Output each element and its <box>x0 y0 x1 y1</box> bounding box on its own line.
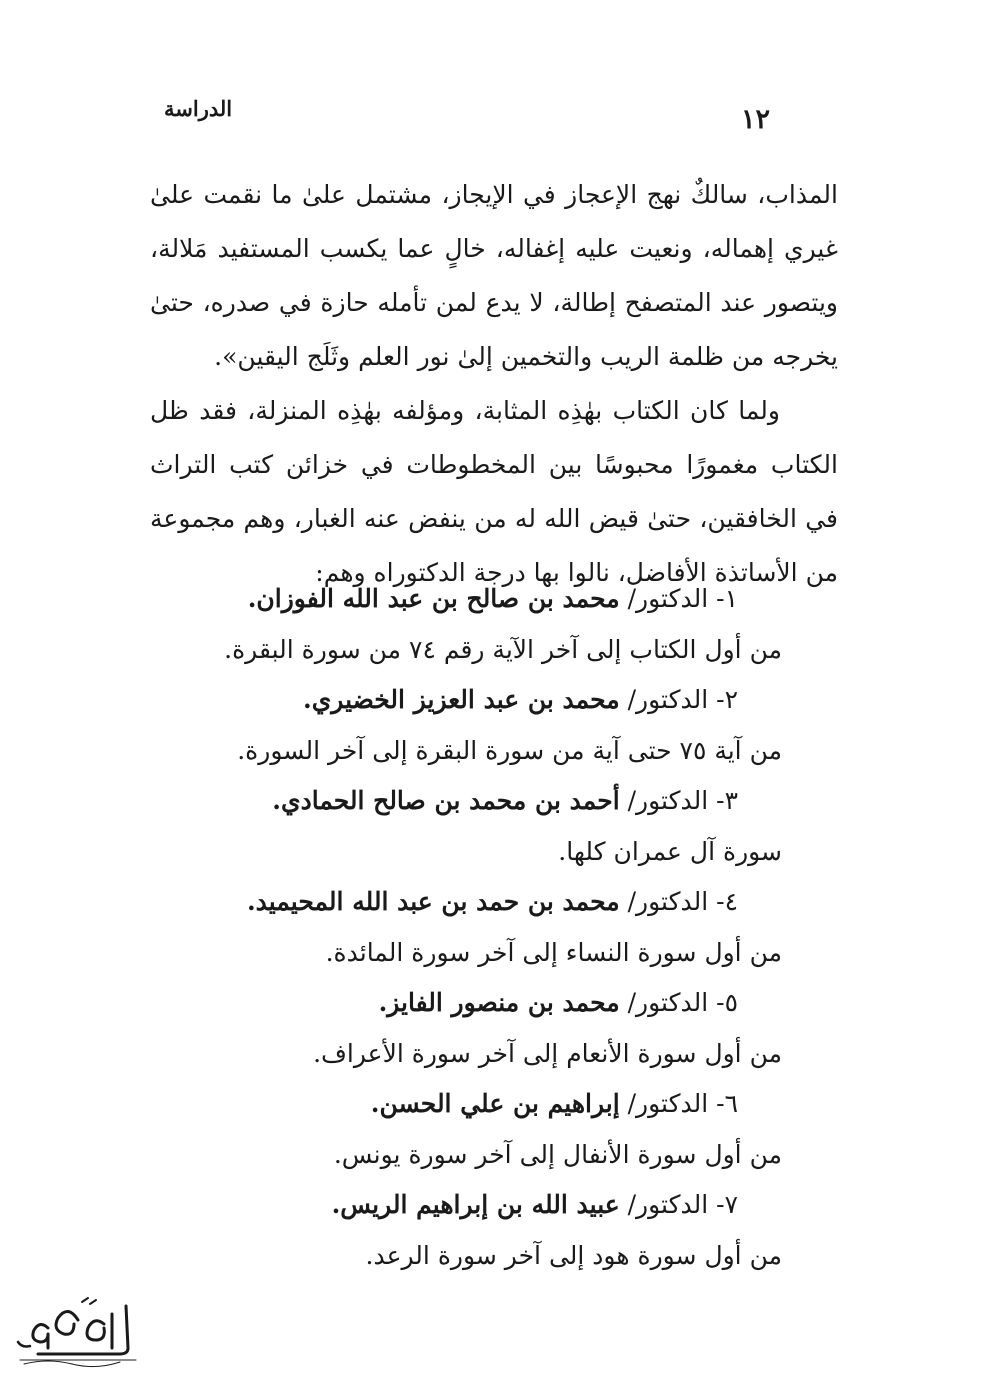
running-title: الدراسة <box>164 96 233 121</box>
list-item <box>150 1079 782 1180</box>
paragraph-continuation: المذاب، سالكٌ نهج الإعجاز في الإيجاز، مشتمل علىٰ ما نقمت علىٰ غيري إهماله، ونعيت عليه إغفاله، خالٍ عما يكسب المستفيد مَلالة، ويتصور عند المتصفح إطالة، لا يدع لمن تأمله حازة في صدره، حتىٰ يخرجه من ظلمة الريب والتخمين إلىٰ نور العلم وثَلَج اليقين». <box>150 180 838 371</box>
item-range: من آية ٧٥ حتى آية من سورة البقرة إلى آخر السورة. <box>237 736 782 765</box>
item-number: ٥- <box>716 988 738 1017</box>
paragraph: ولما كان الكتاب بهٰذِه المثابة، ومؤلفه بهٰذِه المنزلة، فقد ظل الكتاب مغمورًا محبوسًا بين المخطوطات في خزائن كتب التراث في الخافقين، حتىٰ قيض الله له من ينفض عنه الغبار، وهم مجموعة من الأساتذة الأفاضل، نالوا بها درجة الدكتوراه وهم: <box>150 396 838 587</box>
item-number: ٦- <box>716 1089 738 1118</box>
list-item <box>150 978 782 1079</box>
body-text <box>150 168 838 600</box>
item-name: إبراهيم بن علي الحسن. <box>370 1089 620 1118</box>
item-name: محمد بن حمد بن عبد الله المحيميد. <box>246 887 620 916</box>
list-item-heading <box>150 877 782 927</box>
item-title: الدكتور/ <box>627 988 709 1017</box>
page-number: ١٢ <box>740 104 770 135</box>
item-range: من أول سورة هود إلى آخر سورة الرعد. <box>365 1241 782 1270</box>
item-range: من أول الكتاب إلى آخر الآية رقم ٧٤ من سورة البقرة. <box>224 635 782 664</box>
list-item <box>150 877 782 978</box>
list-item-heading <box>150 978 782 1028</box>
item-title: الدكتور/ <box>627 786 709 815</box>
item-title: الدكتور/ <box>627 685 709 714</box>
item-number: ٧- <box>716 1190 738 1219</box>
list-item-heading <box>150 776 782 826</box>
item-name: محمد بن عبد العزيز الخضيري. <box>303 685 620 714</box>
item-range: سورة آل عمران كلها. <box>558 837 782 866</box>
list-item-heading <box>150 1180 782 1230</box>
item-number: ١- <box>716 584 738 613</box>
list-item-heading <box>150 1079 782 1129</box>
list-item <box>150 776 782 877</box>
item-title: الدكتور/ <box>627 1190 709 1219</box>
list-item <box>150 1180 782 1281</box>
item-name: محمد بن منصور الفايز. <box>378 988 620 1017</box>
list-item-heading <box>150 675 782 725</box>
item-number: ٢- <box>716 685 738 714</box>
item-title: الدكتور/ <box>627 584 709 613</box>
list-item <box>150 574 782 675</box>
page-header <box>150 88 800 138</box>
item-number: ٣- <box>716 786 738 815</box>
item-title: الدكتور/ <box>627 1089 709 1118</box>
item-name: أحمد بن محمد بن صالح الحمادي. <box>272 786 620 815</box>
list-item <box>150 675 782 776</box>
researchers-list <box>150 574 782 1281</box>
item-range: من أول سورة الأنعام إلى آخر سورة الأعراف. <box>313 1039 782 1068</box>
item-range: من أول سورة الأنفال إلى آخر سورة يونس. <box>333 1140 782 1169</box>
item-title: الدكتور/ <box>627 887 709 916</box>
calligraphy-logo-icon <box>8 1294 146 1370</box>
item-name: محمد بن صالح بن عبد الله الفوزان. <box>247 584 620 613</box>
list-item-heading <box>150 574 782 624</box>
item-name: عبيد الله بن إبراهيم الريس. <box>331 1190 620 1219</box>
item-range: من أول سورة النساء إلى آخر سورة المائدة. <box>325 938 782 967</box>
item-number: ٤- <box>716 887 738 916</box>
